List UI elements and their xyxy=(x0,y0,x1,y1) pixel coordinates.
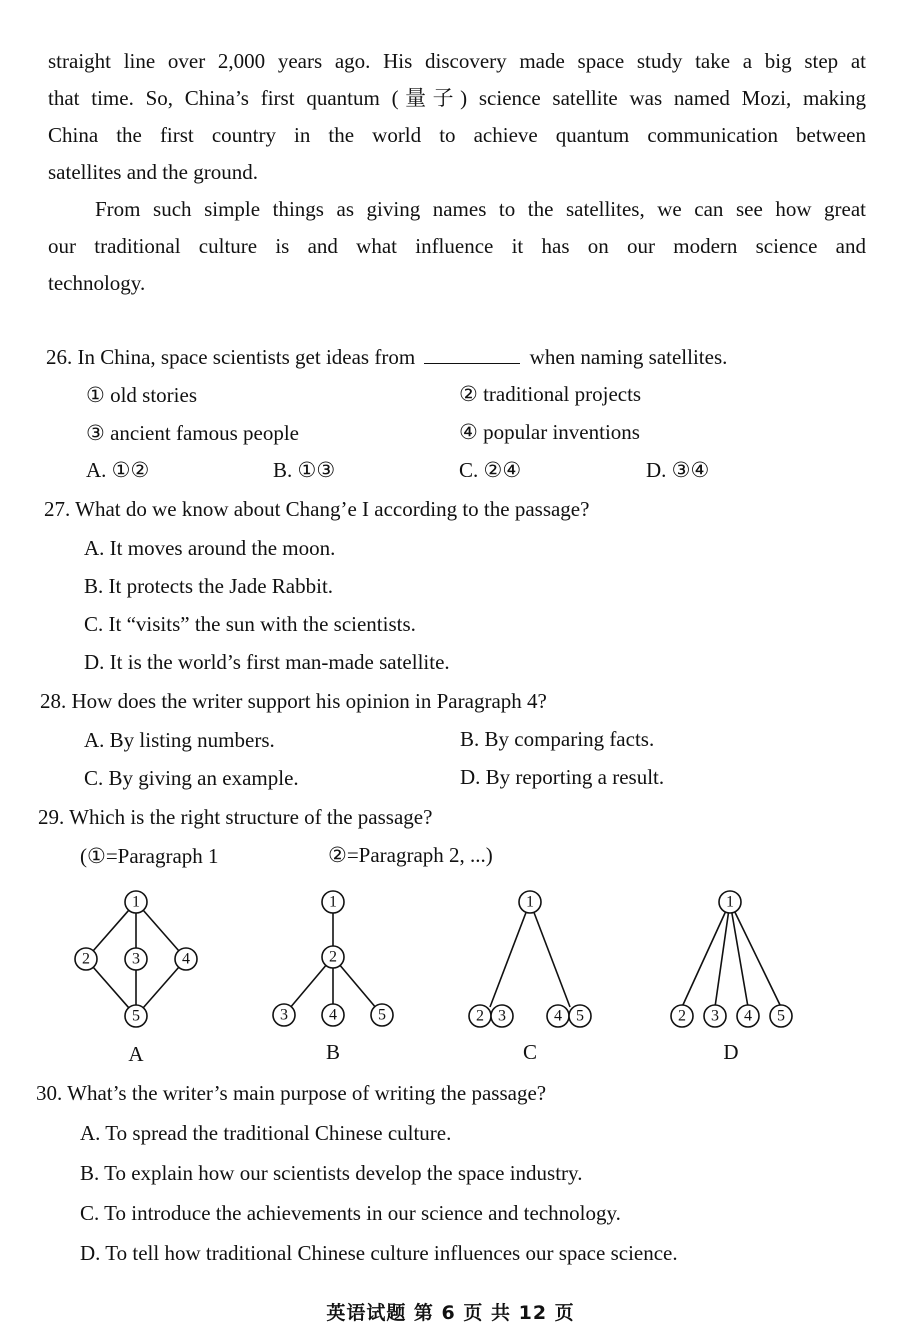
legend-paragraph-2: ②=Paragraph 2, ...) xyxy=(328,843,493,867)
svg-text:4: 4 xyxy=(329,1006,337,1024)
diagram-a[interactable] xyxy=(75,891,197,1066)
passage-line: our traditional culture is and what influence it has on our modern science and xyxy=(48,234,866,258)
svg-text:5: 5 xyxy=(576,1007,584,1025)
stem-text: In China, space scientists get ideas from xyxy=(77,345,416,369)
passage-line: technology. xyxy=(48,271,146,295)
node-5 xyxy=(770,1005,792,1027)
passage-line: straight line over 2,000 years ago. His discovery made space study take a big step at xyxy=(48,49,866,73)
option-a[interactable]: A. By listing numbers. xyxy=(84,728,275,752)
node-1 xyxy=(719,891,741,913)
node-1 xyxy=(125,891,147,913)
node-3 xyxy=(125,948,147,970)
edge xyxy=(490,902,530,1007)
svg-text:3: 3 xyxy=(132,950,140,968)
passage-line: satellites and the ground. xyxy=(48,160,258,184)
question-number: 29. xyxy=(38,805,65,829)
edge xyxy=(530,902,570,1007)
statement-item: ④ popular inventions xyxy=(459,420,640,444)
question-stem xyxy=(40,688,547,714)
option-a[interactable]: A. ①② xyxy=(86,458,150,482)
option-d[interactable]: D. ③④ xyxy=(646,458,710,482)
question-stem xyxy=(46,344,727,370)
svg-text:4: 4 xyxy=(554,1007,562,1025)
option-c[interactable]: C. To introduce the achievements in our science and technology. xyxy=(80,1201,621,1225)
edge xyxy=(730,902,781,1007)
svg-text:1: 1 xyxy=(726,893,734,911)
node-1 xyxy=(519,891,541,913)
svg-text:1: 1 xyxy=(132,893,140,911)
node-3 xyxy=(491,1005,513,1027)
statement-item: ② traditional projects xyxy=(459,382,642,406)
answer-blank xyxy=(424,345,520,364)
passage-line: that time. So, China’s first quantum (量子) science satellite was named Mozi, making xyxy=(48,86,866,110)
question-stem xyxy=(38,804,432,830)
node-4 xyxy=(175,948,197,970)
statement-item: ③ ancient famous people xyxy=(86,421,300,445)
question-number: 26. xyxy=(46,345,73,369)
node-5 xyxy=(371,1004,393,1026)
option-d[interactable]: D. It is the world’s first man-made satellite. xyxy=(84,650,450,674)
passage-line: China the first country in the world to achieve quantum communication between xyxy=(48,123,866,147)
node-3 xyxy=(704,1005,726,1027)
question-stem xyxy=(36,1080,546,1106)
node-3 xyxy=(273,1004,295,1026)
svg-text:2: 2 xyxy=(82,950,90,968)
stem-text: How does the writer support his opinion in Paragraph 4? xyxy=(71,689,547,713)
option-a[interactable]: A. It moves around the moon. xyxy=(84,536,336,560)
statement-item: ① old stories xyxy=(86,383,197,407)
node-2 xyxy=(322,946,344,968)
svg-text:3: 3 xyxy=(498,1007,506,1025)
question-number: 27. xyxy=(44,497,71,521)
structure-diagrams-svg xyxy=(60,885,840,1075)
node-1 xyxy=(322,891,344,913)
question-stem xyxy=(44,496,589,522)
node-2 xyxy=(671,1005,693,1027)
option-d[interactable]: D. By reporting a result. xyxy=(460,765,665,789)
option-b[interactable]: B. ①③ xyxy=(273,458,336,482)
option-b[interactable]: B. By comparing facts. xyxy=(460,727,655,751)
svg-text:3: 3 xyxy=(711,1007,719,1025)
stem-text: Which is the right structure of the passage? xyxy=(69,805,433,829)
svg-text:5: 5 xyxy=(777,1007,785,1025)
node-4 xyxy=(737,1005,759,1027)
diagram-label-a: A xyxy=(128,1042,144,1066)
svg-text:3: 3 xyxy=(280,1006,288,1024)
svg-text:4: 4 xyxy=(744,1007,752,1025)
node-4 xyxy=(322,1004,344,1026)
legend-paragraph-1: (①=Paragraph 1 xyxy=(80,844,219,868)
option-b[interactable]: B. It protects the Jade Rabbit. xyxy=(84,574,334,598)
option-d[interactable]: D. To tell how traditional Chinese culture influences our space science. xyxy=(80,1241,678,1265)
svg-text:1: 1 xyxy=(329,893,337,911)
diagram-c[interactable] xyxy=(469,891,591,1064)
diagram-label-d: D xyxy=(723,1040,739,1064)
diagram-label-b: B xyxy=(325,1040,341,1064)
passage-line: From such simple things as giving names to the satellites, we can see how great xyxy=(95,197,866,221)
stem-text: when naming satellites. xyxy=(529,345,728,369)
svg-text:2: 2 xyxy=(678,1007,686,1025)
svg-text:1: 1 xyxy=(526,893,534,911)
svg-text:2: 2 xyxy=(329,948,337,966)
node-2 xyxy=(75,948,97,970)
diagram-b[interactable] xyxy=(273,891,393,1064)
question-number: 28. xyxy=(40,689,67,713)
page-footer: 英语试题 第 6 页 共 12 页 xyxy=(326,1302,575,1324)
stem-text: What’s the writer’s main purpose of writing the passage? xyxy=(67,1081,547,1105)
diagram-label-c: C xyxy=(522,1040,538,1064)
option-c[interactable]: C. ②④ xyxy=(459,458,522,482)
svg-text:5: 5 xyxy=(378,1006,386,1024)
svg-text:2: 2 xyxy=(476,1007,484,1025)
node-5 xyxy=(569,1005,591,1027)
option-b[interactable]: B. To explain how our scientists develop the space industry. xyxy=(80,1161,583,1185)
node-5 xyxy=(125,1005,147,1027)
node-2 xyxy=(469,1005,491,1027)
svg-text:4: 4 xyxy=(182,950,190,968)
option-c[interactable]: C. It “visits” the sun with the scientists. xyxy=(84,612,416,636)
edge xyxy=(730,902,748,1007)
option-a[interactable]: A. To spread the traditional Chinese culture. xyxy=(80,1121,452,1145)
svg-text:5: 5 xyxy=(132,1007,140,1025)
node-4 xyxy=(547,1005,569,1027)
structure-diagrams xyxy=(60,885,840,1075)
diagram-d[interactable] xyxy=(671,891,792,1064)
question-number: 30. xyxy=(36,1081,63,1105)
option-c[interactable]: C. By giving an example. xyxy=(84,766,299,790)
stem-text: What do we know about Chang’e I according to the passage? xyxy=(75,497,590,521)
